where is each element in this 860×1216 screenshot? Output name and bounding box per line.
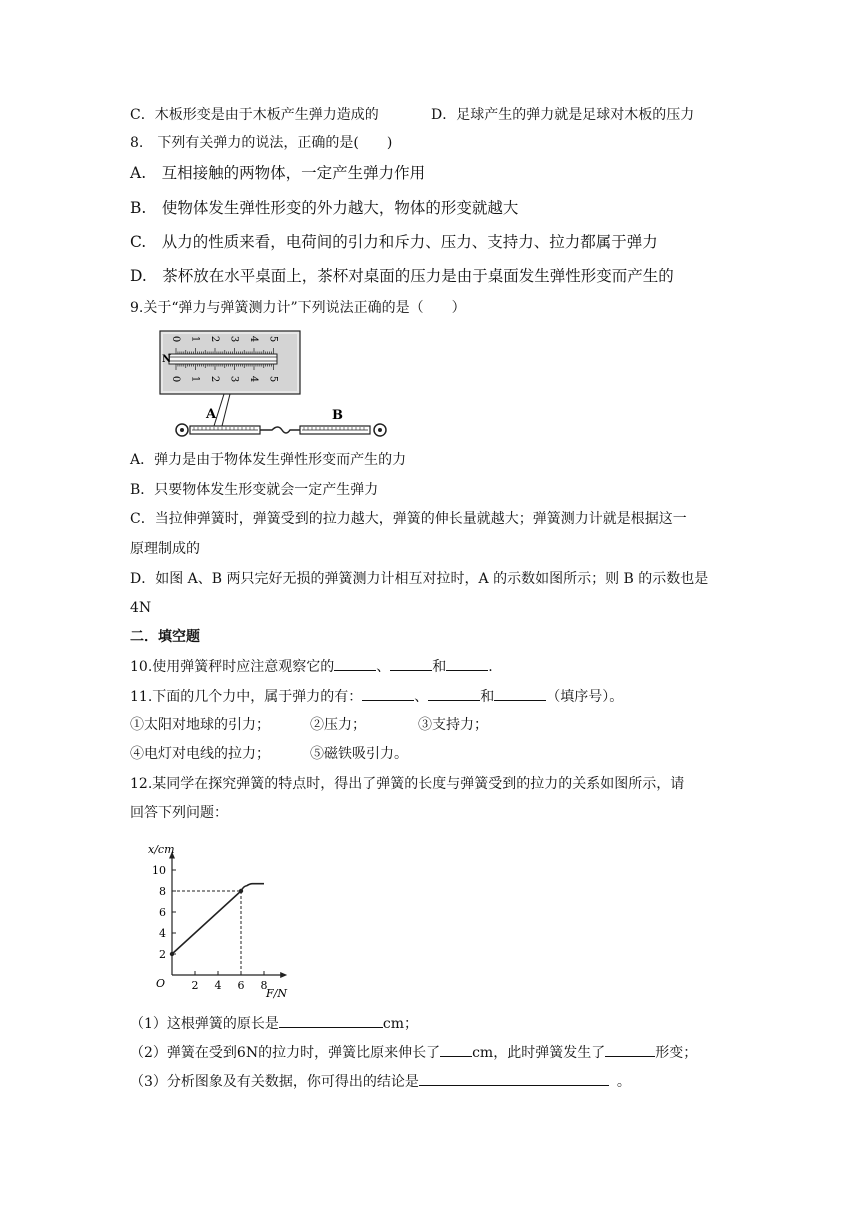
q8-option-b: B. 使物体发生弹性形变的外力越大，物体的形变就越大: [130, 199, 519, 217]
q10-text: 10.使用弹簧秤时应注意观察它的: [130, 659, 335, 675]
q8-option-a: A. 互相接触的两物体，一定产生弹力作用: [130, 164, 426, 182]
label-a: A: [206, 407, 217, 422]
x-tick-label: 4: [214, 979, 222, 992]
q11-sep1: 、: [414, 689, 429, 705]
scale-number-top: 4: [248, 335, 259, 343]
q12-sub1-blank[interactable]: [279, 1013, 383, 1028]
scale-number-bottom: 3: [228, 375, 240, 383]
x-tick-label: 2: [191, 979, 199, 992]
q9-option-d-line2: 4N: [130, 600, 152, 616]
q12-sub2-text: （2）弹簧在受到6N的拉力时，弹簧比原来伸长了: [130, 1045, 441, 1061]
q12-sub2-end: 形变；: [655, 1045, 698, 1061]
q12-sub3: [130, 1071, 631, 1092]
q11-text: 11.下面的几个力中，属于弹力的有：: [130, 689, 363, 705]
scale-number-top: 0: [170, 335, 181, 343]
q9-option-d-line1: D．如图 A、B 两只完好无损的弹簧测力计相互对拉时，A 的示数如图所示；则 B 的示数也是: [130, 571, 709, 587]
q8-option-d: D. 茶杯放在水平桌面上，茶杯对桌面的压力是由于桌面发生弹性形变而产生的: [130, 267, 674, 285]
q12-sub2-mid: cm，此时弹簧发生了: [472, 1045, 606, 1061]
scale-number-bottom: 5: [267, 375, 279, 383]
q7-option-d: D．足球产生的弹力就是足球对木板的压力: [431, 107, 695, 123]
q12-sub2-blank-2[interactable]: [605, 1042, 655, 1057]
q10-sep2: 和: [432, 659, 447, 675]
scale-number-top: 2: [209, 335, 220, 343]
q11-blank-2[interactable]: [428, 686, 480, 701]
x-tick-label: 6: [237, 979, 245, 992]
origin-label: O: [156, 977, 166, 990]
spring-graph: [140, 835, 300, 1005]
q8-option-c: C. 从力的性质来看，电荷间的引力和斥力、压力、支持力、拉力都属于弹力: [130, 233, 658, 251]
q11-end: （填序号）。: [546, 689, 624, 705]
q9-option-c-line1: C．当拉伸弹簧时，弹簧受到的拉力越大，弹簧的伸长量就越大；弹簧测力计就是根据这一: [130, 511, 687, 527]
scale-number-bottom: 1: [189, 375, 201, 383]
q12-sub1: [130, 1013, 418, 1034]
q9-stem: 9.关于“弹力与弹簧测力计”下列说法正确的是（ ）: [130, 300, 466, 316]
q12-stem-line2: 回答下列问题：: [130, 805, 228, 821]
q10-blank-3[interactable]: [446, 656, 488, 671]
data-point: [239, 889, 243, 893]
q10: [130, 656, 493, 677]
q10-end: .: [488, 659, 493, 675]
scale-number-top: 3: [228, 335, 240, 343]
q11-item-3: ③支持力；: [418, 717, 488, 733]
spring-scale-figure: [162, 328, 394, 440]
series-line: [172, 884, 264, 954]
q11-items-row1: [130, 715, 488, 735]
q12-sub3-text: （3）分析图象及有关数据，你可得出的结论是: [130, 1074, 419, 1090]
q11-item-2: ②压力；: [310, 717, 366, 733]
q10-blank-1[interactable]: [334, 656, 376, 671]
q9-option-a: A．弹力是由于物体发生弹性形变而产生的力: [130, 452, 407, 468]
y-tick-label: 2: [159, 948, 166, 961]
q12-sub1-unit: cm；: [382, 1016, 419, 1032]
q12-sub2-blank-1[interactable]: [440, 1042, 472, 1057]
q11-blank-3[interactable]: [494, 686, 546, 701]
q11-item-5: ⑤磁铁吸引力。: [310, 746, 408, 762]
scale-number-bottom: 2: [209, 375, 220, 383]
y-tick-label: 8: [159, 885, 166, 898]
q11-blank-1[interactable]: [362, 686, 414, 701]
y-axis-label: x/cm: [148, 843, 175, 856]
q11: [130, 686, 623, 707]
q12-sub3-blank[interactable]: [419, 1071, 609, 1086]
q9-option-b: B．只要物体发生形变就会一定产生弹力: [130, 482, 379, 498]
label-b: B: [332, 408, 343, 423]
data-point: [170, 952, 174, 956]
q10-sep1: 、: [376, 659, 391, 675]
scale-unit-label: N: [162, 354, 172, 365]
q12-sub2: [130, 1042, 697, 1063]
q7-option-c: C．木板形变是由于木板产生弹力造成的: [130, 107, 379, 123]
x-axis-arrow: [280, 972, 287, 978]
q11-item-4: ④电灯对电线的拉力；: [130, 746, 270, 762]
q12-sub1-text: （1）这根弹簧的原长是: [130, 1016, 279, 1032]
y-tick-label: 4: [159, 927, 166, 940]
scale-number-bottom: 4: [248, 375, 259, 383]
q8-stem: 8. 下列有关弹力的说法，正确的是( ): [130, 135, 393, 151]
q11-sep2: 和: [480, 689, 495, 705]
y-tick-label: 6: [159, 906, 166, 919]
q12-sub3-end: 。: [616, 1074, 631, 1090]
q11-item-1: ①太阳对地球的引力；: [130, 717, 270, 733]
scale-number-top: 1: [189, 335, 201, 343]
q12-stem-line1: 12.某同学在探究弹簧的特点时，得出了弹簧的长度与弹簧受到的拉力的关系如图所示，请: [130, 776, 685, 792]
x-tick-label: 8: [260, 979, 268, 992]
q9-option-c-line2: 原理制成的: [130, 541, 200, 557]
scale-number-top: 5: [267, 335, 279, 343]
q10-blank-2[interactable]: [390, 656, 432, 671]
y-tick-label: 10: [152, 864, 166, 877]
section-title: 二．填空题: [130, 629, 200, 645]
x-axis-label: F/N: [266, 987, 287, 1000]
scale-number-bottom: 0: [170, 375, 181, 383]
q11-items-row2: [130, 744, 408, 764]
